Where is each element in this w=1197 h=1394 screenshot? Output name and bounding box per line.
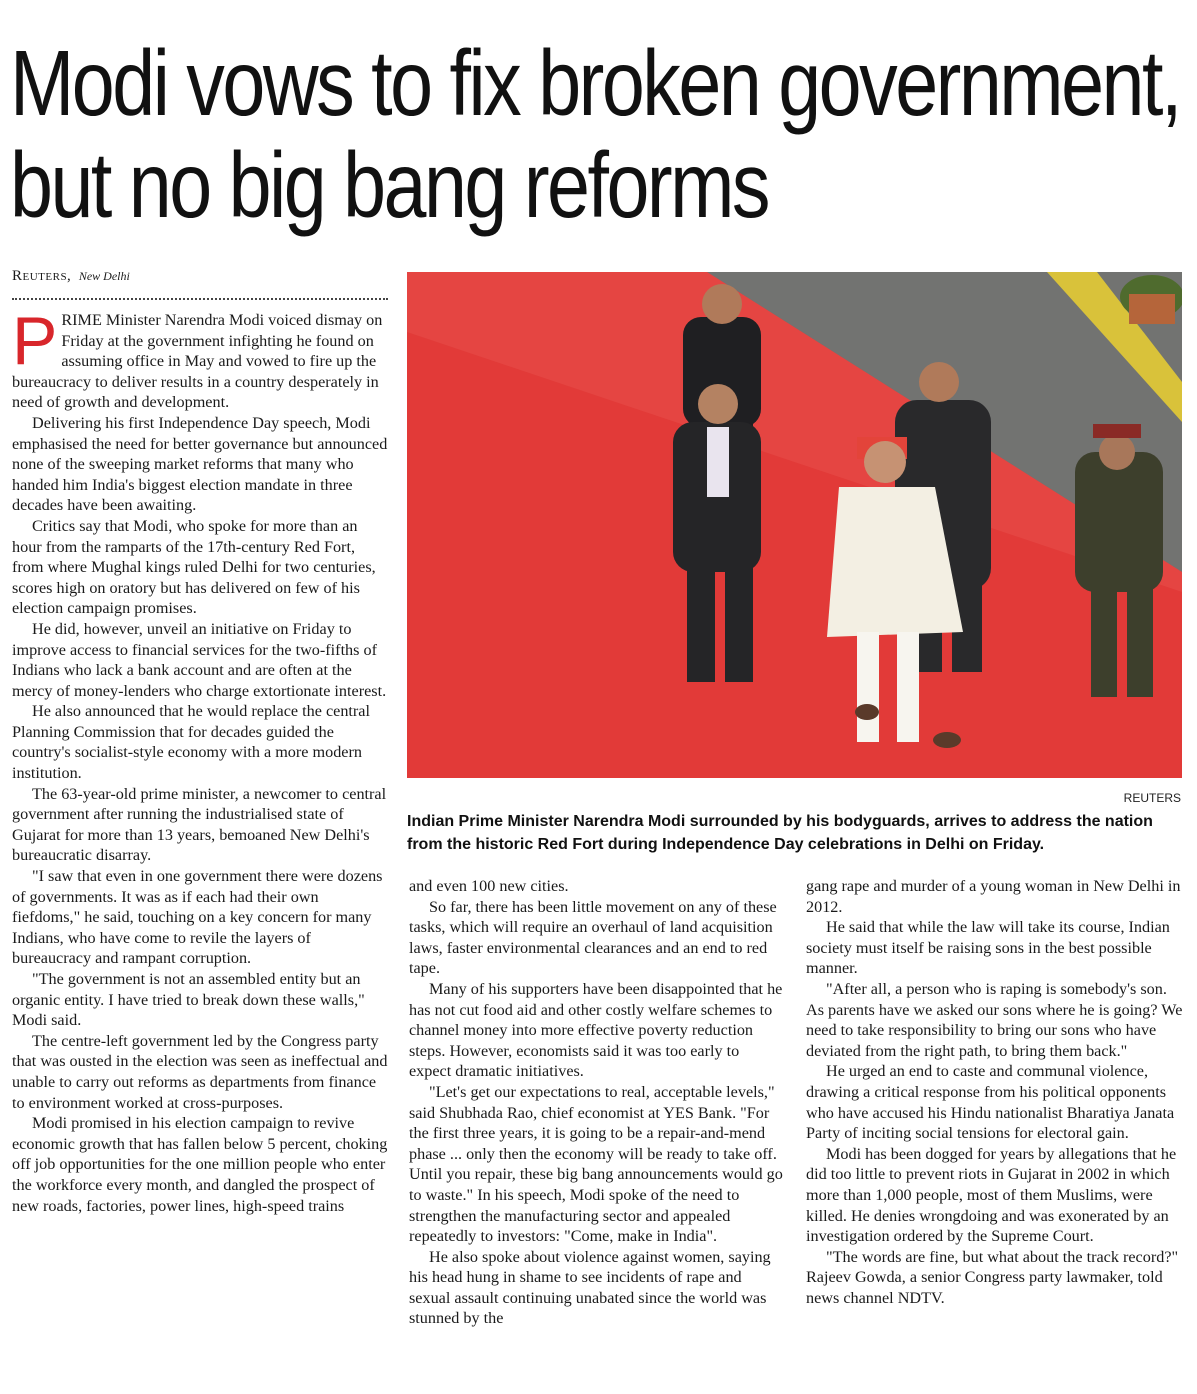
paragraph: He also spoke about violence against women, saying his head hung in shame to see incidents of rape and sexual assault continuing unabated since the world was stunned by the: [409, 1247, 771, 1328]
paragraph: "The government is not an assembled entity but an organic entity. I have tried to break down these walls," Modi said.: [12, 970, 365, 1030]
drop-cap: P: [12, 303, 58, 379]
paragraph: The 63-year-old prime minister, a newcomer to central government after running the industrialised state of Gujarat for more than 13 years, bemoaned New Delhi's bureaucratic disarray.: [12, 784, 387, 865]
paragraph: gang rape and murder of a young woman in New Delhi in 2012.: [806, 877, 1181, 916]
paragraph: "The words are fine, but what about the track record?" Rajeev Gowda, a senior Congress party lawmaker, told news channel NDTV.: [806, 1247, 1179, 1307]
photo-credit: REUTERS: [1123, 791, 1181, 805]
paragraph: Delivering his first Independence Day speech, Modi emphasised the need for better governance but announced none of the sweeping market reforms that many who handed him India's biggest election mandate in three decades have been awaiting.: [12, 413, 388, 515]
headline: [10, 31, 1180, 237]
paragraph: He said that while the law will take its course, Indian society must itself be raising sons in the best possible manner.: [806, 918, 1170, 978]
paragraph: He urged an end to caste and communal violence, drawing a critical response from his political opponents who have accused his Hindu nationalist Bharatiya Janata Party of inciting social tensions for electoral gain.: [806, 1062, 1175, 1143]
news-photo: [407, 272, 1182, 778]
paragraph: Modi promised in his election campaign to revive economic growth that has fallen below 5 percent, choking off job opportunities for the one million people who enter the workforce every month, and dangled the prospect of new roads, factories, power lines, high-speed trains: [12, 1114, 388, 1215]
paragraph: Critics say that Modi, who spoke for more than an hour from the ramparts of the 17th-century Red Fort, from where Mughal kings ruled Delhi for two centuries, scores high on oratory but has delivered on few of his election campaign promises.: [12, 516, 376, 618]
byline-place: New Delhi: [78, 269, 130, 283]
paragraph: The centre-left government led by the Congress party that was ousted in the election was seen as ineffectual and unable to carry out reforms as departments from finance to environment worked at cross-purposes.: [12, 1031, 388, 1112]
article-column-3: [806, 876, 1184, 1308]
paragraph: [12, 303, 388, 413]
paragraph: Many of his supporters have been disappointed that he has not cut food aid and other costly welfare schemes to channel money into more effective poverty reduction steps. However, economists said it was too early to expect dramatic initiatives.: [409, 979, 783, 1081]
paragraph: So far, there has been little movement on any of these tasks, which will require an overhaul of land acquisition laws, faster environmental clearances and an end to red tape.: [409, 897, 777, 978]
headline-line-2: but no big bang reforms: [10, 133, 769, 237]
byline: [12, 268, 130, 285]
paragraph: Modi has been dogged for years by allegations that he did too little to prevent riots in Gujarat in 2002 in which more than 1,000 people, most of them Muslims, were killed. He denies wrongdoing and was exonerated by an investigation ordered by the Supreme Court.: [806, 1144, 1177, 1246]
article-column-2: [409, 876, 785, 1329]
paragraph: "After all, a person who is raping is somebody's son. As parents have we asked our sons where he is going? We need to take responsibility to bring our sons who have deviated from the right path, to bring them back.": [806, 979, 1183, 1060]
paragraph: and even 100 new cities.: [409, 877, 569, 895]
paragraph: "I saw that even in one government there were dozens of governments. It was as if each had their own fiefdoms," he said, touching on a key concern for many Indians, who have come to revile the layers of bureaucracy and rampant corruption.: [12, 867, 383, 968]
byline-divider: [12, 298, 388, 300]
paragraph: He did, however, unveil an initiative on Friday to improve access to financial services for the two-fifths of Indians who lack a bank account and are often at the mercy of money-lenders who charge extortionate interest.: [12, 619, 387, 700]
headline-line-1: Modi vows to fix broken government,: [10, 31, 1180, 135]
paragraph-text: RIME Minister Narendra Modi voiced dismay on Friday at the government infighting he found on assuming office in May and vowed to fire up the bureaucracy to deliver results in a country desperately in need of growth and development.: [12, 311, 383, 412]
article-column-1: [12, 303, 388, 1216]
paragraph: He also announced that he would replace the central Planning Commission that for decades guided the country's socialist-style economy with a more modern institution.: [12, 702, 370, 783]
byline-agency: Reuters,: [12, 268, 72, 284]
paragraph: "Let's get our expectations to real, acceptable levels," said Shubhada Rao, chief economist at YES Bank. "For the first three years, it is going to be a repair-and-mend phase ... only then the economy will be ready to take off. Until you repair, these big bang announcements would go to waste." In his speech, Modi spoke of the need to strengthen the manufacturing sector and appealed repeatedly to investors: "Come, make in India".: [409, 1082, 783, 1246]
photo-caption: Indian Prime Minister Narendra Modi surrounded by his bodyguards, arrives to address the nation from the historic Red Fort during Independence Day celebrations in Delhi on Friday.: [407, 813, 1153, 853]
